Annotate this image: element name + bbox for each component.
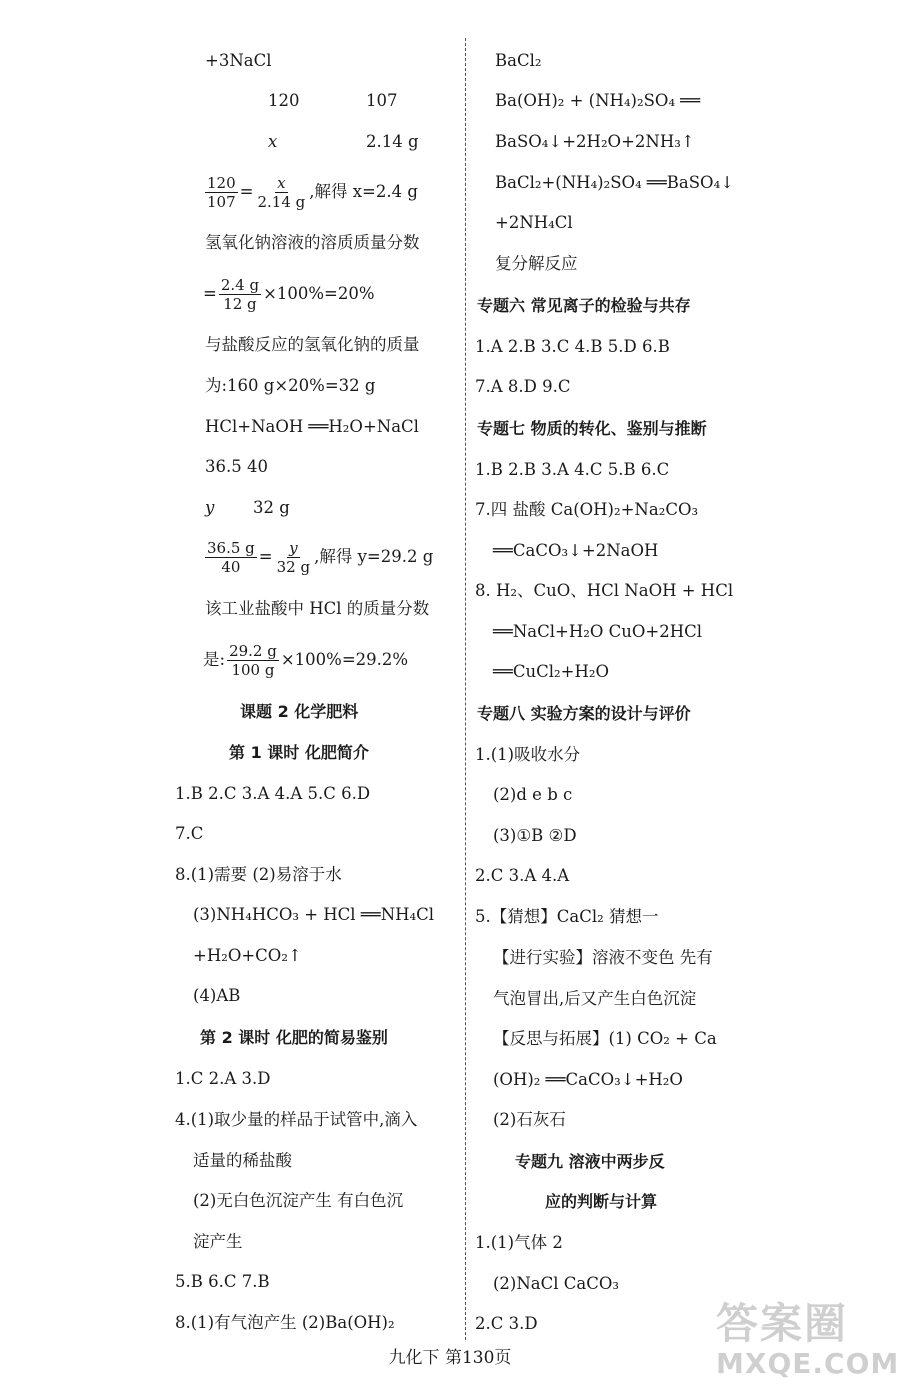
text-line: 36.5 40 bbox=[205, 457, 268, 476]
fraction bbox=[255, 174, 307, 211]
text-line: +2NH₄Cl bbox=[495, 213, 573, 232]
text-line: 1.(1)吸收水分 bbox=[475, 745, 581, 764]
text-line: 该工业盐酸中 HCl 的质量分数 bbox=[205, 599, 430, 618]
fraction bbox=[275, 539, 312, 576]
section-heading: 应的判断与计算 bbox=[545, 1192, 658, 1211]
text-line: 1.B 2.B 3.A 4.C 5.B 6.C bbox=[475, 460, 670, 479]
text-line: 复分解反应 bbox=[495, 254, 578, 273]
text-line: (3)NH₄HCO₃ + HCl ══NH₄Cl bbox=[193, 905, 435, 924]
equation-tail: ,解得 y=29.2 g bbox=[314, 547, 434, 566]
numerator: x bbox=[277, 174, 286, 192]
fraction bbox=[205, 174, 238, 211]
text-line: 7.四 盐酸 Ca(OH)₂+Na₂CO₃ bbox=[475, 500, 699, 519]
fraction-equation bbox=[203, 274, 375, 314]
numerator: 29.2 g bbox=[229, 642, 277, 660]
watermark-url: MXQE.COM bbox=[716, 1347, 900, 1380]
text-line: (2)NaCl CaCO₃ bbox=[493, 1274, 620, 1293]
section-heading: 专题七 物质的转化、鉴别与推断 bbox=[477, 419, 707, 438]
page-footer: 九化下 第130页 bbox=[388, 1348, 512, 1368]
watermark-logo bbox=[716, 1299, 900, 1388]
denominator: 107 bbox=[207, 193, 236, 211]
equals-sign: = bbox=[258, 547, 273, 566]
text-line: (4)AB bbox=[193, 986, 241, 1005]
text-line: 107 bbox=[366, 91, 398, 110]
text-line: 【进行实验】溶液不变色 先有 bbox=[493, 948, 713, 967]
watermark-title: 答案圈 bbox=[716, 1299, 849, 1348]
text-line: 2.C 3.A 4.A bbox=[475, 866, 570, 885]
section-heading: 第 2 课时 化肥的简易鉴别 bbox=[200, 1028, 388, 1047]
text-line: (2)d e b c bbox=[493, 785, 573, 804]
text-line: +H₂O+CO₂↑ bbox=[193, 946, 302, 965]
text-line: 120 bbox=[268, 91, 300, 110]
text-line: 为:160 g×20%=32 g bbox=[205, 376, 376, 395]
denominator: 32 g bbox=[276, 558, 311, 576]
text-line: 7.C bbox=[175, 824, 204, 843]
text-line: BaCl₂+(NH₄)₂SO₄ ══BaSO₄↓ bbox=[495, 173, 735, 192]
text-line: 1.C 2.A 3.D bbox=[175, 1069, 271, 1088]
text-line: ══NaCl+H₂O CuO+2HCl bbox=[493, 622, 703, 641]
equals-sign: = bbox=[239, 182, 254, 201]
text-line: Ba(OH)₂ + (NH₄)₂SO₄ ══ bbox=[495, 91, 701, 110]
text-line: 1.(1)气体 2 bbox=[475, 1233, 563, 1252]
fraction-equation bbox=[203, 172, 418, 212]
text-line: 2.C 3.D bbox=[475, 1314, 538, 1333]
text-line: (3)①B ②D bbox=[493, 826, 577, 845]
text-line: (2)无白色沉淀产生 有白色沉 bbox=[193, 1191, 404, 1210]
prefix: = bbox=[203, 284, 217, 303]
section-heading: 课题 2 化学肥料 bbox=[240, 702, 359, 721]
text-line: x bbox=[268, 132, 278, 151]
text-line: 5.B 6.C 7.B bbox=[175, 1272, 270, 1291]
numerator: 2.4 g bbox=[220, 276, 260, 294]
prefix: 是: bbox=[203, 650, 226, 669]
text-line: BaCl₂ bbox=[495, 51, 542, 70]
text-line: (2)石灰石 bbox=[493, 1110, 566, 1129]
section-heading: 专题六 常见离子的检验与共存 bbox=[477, 296, 691, 315]
text-line: 淀产生 bbox=[193, 1232, 243, 1251]
text-line: (OH)₂ ══CaCO₃↓+H₂O bbox=[493, 1070, 683, 1089]
section-heading: 第 1 课时 化肥简介 bbox=[229, 743, 369, 762]
column-divider bbox=[465, 38, 466, 1340]
text-line: 与盐酸反应的氢氧化钠的质量 bbox=[205, 335, 420, 354]
equation-tail: ×100%=29.2% bbox=[280, 650, 409, 669]
text-line: 7.A 8.D 9.C bbox=[475, 377, 571, 396]
fraction-equation bbox=[203, 537, 433, 577]
fraction bbox=[227, 642, 279, 679]
numerator: 120 bbox=[207, 174, 236, 192]
equation-tail: ,解得 x=2.4 g bbox=[309, 182, 418, 201]
text-line: 2.14 g bbox=[366, 132, 419, 151]
text-line: 1.B 2.C 3.A 4.A 5.C 6.D bbox=[175, 784, 371, 803]
fraction bbox=[219, 276, 261, 313]
text-line: ══CuCl₂+H₂O bbox=[493, 662, 609, 681]
text-line: 适量的稀盐酸 bbox=[193, 1151, 292, 1170]
text-line: 1.A 2.B 3.C 4.B 5.D 6.B bbox=[475, 337, 670, 356]
section-heading: 专题八 实验方案的设计与评价 bbox=[477, 704, 691, 723]
fraction-equation bbox=[203, 640, 408, 680]
text-line: 4.(1)取少量的样品于试管中,滴入 bbox=[175, 1110, 418, 1129]
denominator: 100 g bbox=[231, 661, 275, 679]
text-line: BaSO₄↓+2H₂O+2NH₃↑ bbox=[495, 132, 695, 151]
text-line: y bbox=[205, 498, 215, 517]
text-line: 气泡冒出,后又产生白色沉淀 bbox=[493, 989, 697, 1008]
denominator: 2.14 g bbox=[257, 193, 306, 211]
text-line: 32 g bbox=[253, 498, 290, 517]
section-heading: 专题九 溶液中两步反 bbox=[515, 1152, 665, 1171]
denominator: 40 bbox=[221, 558, 241, 576]
equation-tail: ×100%=20% bbox=[263, 284, 375, 303]
numerator: y bbox=[289, 539, 298, 557]
text-line: 8. H₂、CuO、HCl NaOH + HCl bbox=[475, 581, 734, 600]
numerator: 36.5 g bbox=[207, 539, 255, 557]
text-line: 8.(1)有气泡产生 (2)Ba(OH)₂ bbox=[175, 1313, 395, 1332]
text-line: ══CaCO₃↓+2NaOH bbox=[493, 541, 659, 560]
text-line: 5.【猜想】CaCl₂ 猜想一 bbox=[475, 907, 659, 926]
text-line: HCl+NaOH ══H₂O+NaCl bbox=[205, 417, 419, 436]
text-line: 【反思与拓展】(1) CO₂ + Ca bbox=[493, 1029, 717, 1048]
text-line: 8.(1)需要 (2)易溶于水 bbox=[175, 865, 342, 884]
text-line: +3NaCl bbox=[205, 51, 272, 70]
fraction bbox=[205, 539, 257, 576]
text-line: 氢氧化钠溶液的溶质质量分数 bbox=[205, 233, 420, 252]
denominator: 12 g bbox=[223, 295, 257, 313]
